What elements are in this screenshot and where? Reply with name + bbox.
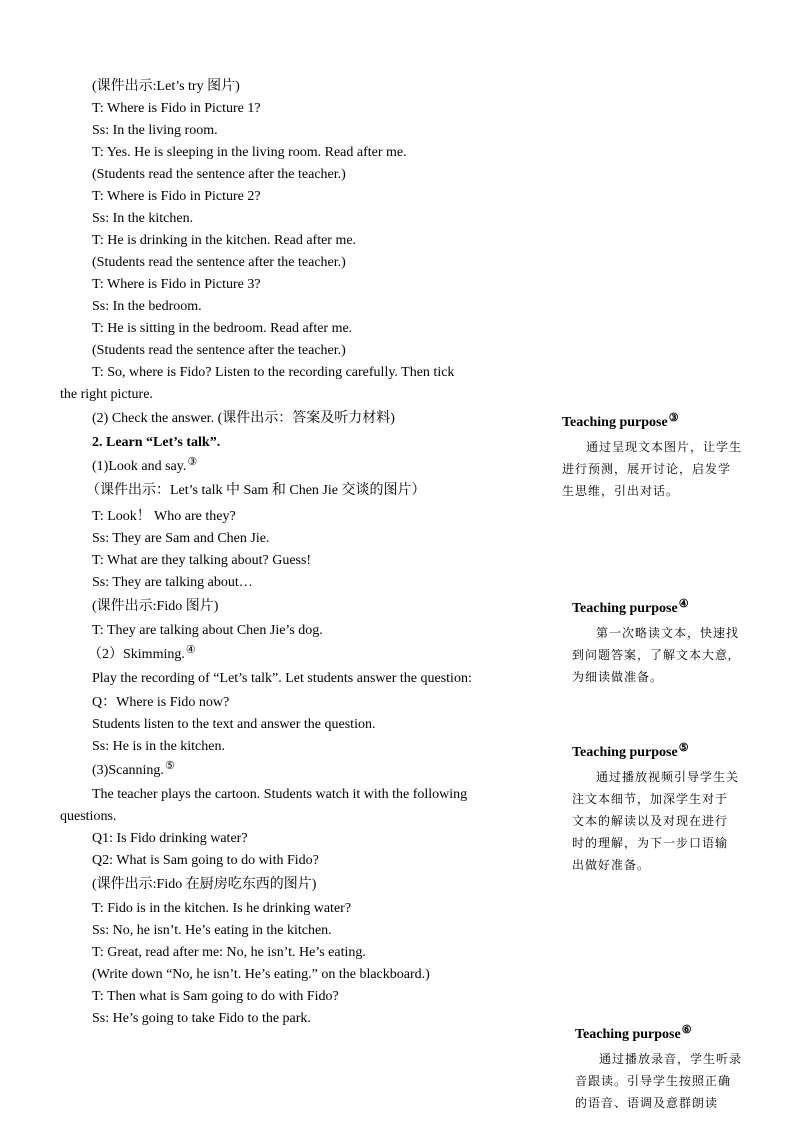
text-line: Students listen to the text and answer the question. bbox=[92, 717, 376, 732]
teaching-purpose-text bbox=[572, 766, 740, 876]
teaching-purpose-heading bbox=[562, 414, 679, 432]
text-line: T: Where is Fido in Picture 1? bbox=[92, 101, 261, 116]
teaching-purpose-heading bbox=[575, 1026, 692, 1044]
text-line: (课件出示:Fido 图片) bbox=[92, 599, 219, 614]
text-line: T: Yes. He is sleeping in the living room. Read after me. bbox=[92, 145, 407, 160]
text-line: T: Fido is in the kitchen. Is he drinking water? bbox=[92, 901, 352, 916]
text-line: T: They are talking about Chen Jie’s dog. bbox=[92, 623, 323, 638]
text-span: (3)Scanning. bbox=[92, 763, 164, 778]
text-span: (1)Look and say. bbox=[92, 459, 187, 474]
text-line: T: He is sitting in the bedroom. Read after me. bbox=[92, 321, 353, 336]
text-line: (Students read the sentence after the teacher.) bbox=[92, 167, 346, 182]
text-line: (Write down “No, he isn’t. He’s eating.” on the blackboard.) bbox=[92, 967, 430, 982]
text-line: T: So, where is Fido? Listen to the recording carefully. Then tick bbox=[92, 365, 455, 380]
heading-text: Teaching purpose bbox=[562, 415, 668, 430]
text-line: (课件出示:Fido 在厨房吃东西的图片) bbox=[92, 877, 317, 892]
text-line: T: What are they talking about? Guess! bbox=[92, 553, 312, 568]
note-marker: ③ bbox=[668, 412, 679, 424]
teaching-purpose-text bbox=[572, 622, 740, 688]
heading-text: Teaching purpose bbox=[572, 601, 678, 616]
text-line: questions. bbox=[60, 809, 117, 824]
text-line: Ss: In the bedroom. bbox=[92, 299, 202, 314]
text-line bbox=[92, 762, 175, 780]
text-line: Ss: He’s going to take Fido to the park. bbox=[92, 1011, 311, 1026]
text-line: T: Where is Fido in Picture 3? bbox=[92, 277, 261, 292]
note-marker: ④ bbox=[185, 644, 196, 656]
note-marker: ⑤ bbox=[678, 742, 689, 754]
text-line: Ss: They are talking about… bbox=[92, 575, 253, 590]
text-line: Q2: What is Sam going to do with Fido? bbox=[92, 853, 319, 868]
text-line: T: He is drinking in the kitchen. Read after me. bbox=[92, 233, 357, 248]
text-line: T: Then what is Sam going to do with Fido? bbox=[92, 989, 339, 1004]
text-span: （2）Skimming. bbox=[88, 647, 185, 662]
text-line: The teacher plays the cartoon. Students watch it with the following bbox=[92, 787, 468, 802]
teaching-purpose-heading bbox=[572, 744, 689, 762]
section-heading: 2. Learn “Let’s talk”. bbox=[92, 435, 221, 450]
text-line: T: Look！ Who are they? bbox=[92, 509, 236, 524]
text-line: Ss: They are Sam and Chen Jie. bbox=[92, 531, 270, 546]
teaching-purpose-text bbox=[575, 1048, 743, 1123]
text-line: T: Where is Fido in Picture 2? bbox=[92, 189, 261, 204]
text-line: Ss: In the kitchen. bbox=[92, 211, 194, 226]
note-marker: ③ bbox=[187, 456, 198, 468]
text-line bbox=[88, 646, 196, 664]
purpose-paragraph: 通过呈现文本图片，让学生进行预测，展开讨论，启发学生思维，引出对话。 bbox=[562, 440, 743, 498]
text-line: （课件出示：Let’s talk 中 Sam 和 Chen Jie 交谈的图片） bbox=[86, 483, 426, 498]
text-line: Ss: He is in the kitchen. bbox=[92, 739, 225, 754]
teaching-purpose-heading bbox=[572, 600, 689, 618]
text-line: T: Great, read after me: No, he isn’t. He’s eating. bbox=[92, 945, 366, 960]
text-line: (课件出示:Let’s try 图片) bbox=[92, 79, 240, 94]
text-line: Q1: Is Fido drinking water? bbox=[92, 831, 248, 846]
heading-text: Teaching purpose bbox=[575, 1027, 681, 1042]
text-line: Ss: In the living room. bbox=[92, 123, 218, 138]
text-line: the right picture. bbox=[60, 387, 153, 402]
text-line: (2) Check the answer. (课件出示：答案及听力材料) bbox=[92, 411, 395, 426]
text-line: (Students read the sentence after the teacher.) bbox=[92, 255, 346, 270]
note-marker: ⑤ bbox=[164, 760, 175, 772]
text-line: (Students read the sentence after the teacher.) bbox=[92, 343, 346, 358]
text-line bbox=[92, 458, 197, 476]
note-marker: ④ bbox=[678, 598, 689, 610]
note-marker: ⑥ bbox=[681, 1024, 692, 1036]
teaching-purpose-text bbox=[562, 436, 742, 502]
text-line: Play the recording of “Let’s talk”. Let students answer the question: bbox=[92, 671, 472, 686]
text-line: Q：Where is Fido now? bbox=[92, 695, 230, 710]
text-line: Ss: No, he isn’t. He’s eating in the kitchen. bbox=[92, 923, 332, 938]
purpose-paragraph: 第一次略读文本，快速找到问题答案，了解文本大意,为细读做准备。 bbox=[572, 626, 740, 684]
purpose-paragraph: 通过播放录音，学生听录音跟读。引导学生按照正确的语音、语调及意群朗读 bbox=[575, 1052, 743, 1110]
purpose-paragraph: 通过播放视频引导学生关注文本细节，加深学生对于文本的解读以及对现在进行时的理解，为下一步口语输出做好准备。 bbox=[572, 770, 740, 872]
heading-text: Teaching purpose bbox=[572, 745, 678, 760]
